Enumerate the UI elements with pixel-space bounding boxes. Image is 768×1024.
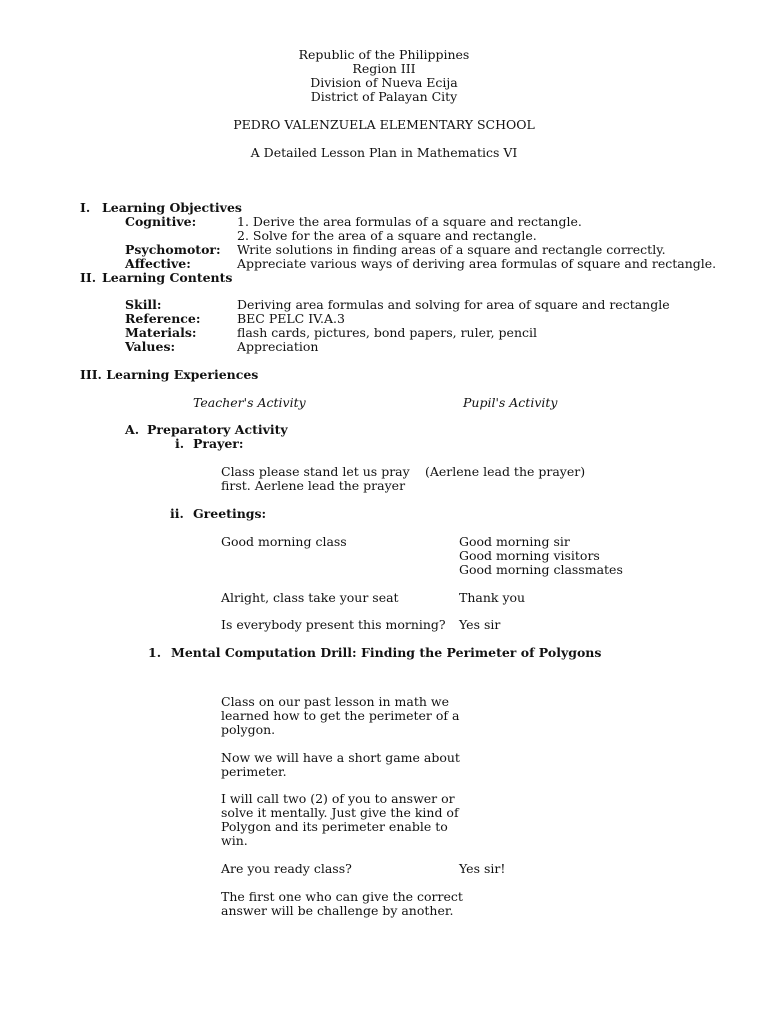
greet-pupil-line: Good morning visitors xyxy=(459,548,600,563)
prayer-teacher-line: first. Aerlene lead the prayer xyxy=(221,478,406,493)
values-label: Values: xyxy=(125,339,176,354)
pupil-activity-column-header: Pupil's Activity xyxy=(463,395,558,410)
affective-objective: Appreciate various ways of deriving area formulas of square and rectangle. xyxy=(237,256,717,271)
prayer-heading: Prayer: xyxy=(193,436,244,451)
drill-line: polygon. xyxy=(221,722,276,737)
drill-paragraph-4 xyxy=(221,890,463,918)
prayer-teacher-text xyxy=(221,465,410,493)
experiences-heading: III. Learning Experiences xyxy=(80,367,259,382)
contents-numeral: II. xyxy=(80,270,97,285)
preparatory-heading: Preparatory Activity xyxy=(147,422,288,437)
greetings-label: ii. xyxy=(170,506,184,521)
drill-line: Now we will have a short game about xyxy=(221,750,460,765)
values-value: Appreciation xyxy=(237,339,319,354)
psychomotor-objective: Write solutions in finding areas of a square and rectangle correctly. xyxy=(237,242,666,257)
plan-title: A Detailed Lesson Plan in Mathematics VI xyxy=(250,145,518,160)
present-teacher-text: Is everybody present this morning? xyxy=(221,617,446,632)
drill-paragraph-3 xyxy=(221,792,459,848)
header-line-region: Region III xyxy=(352,61,416,76)
drill-line: perimeter. xyxy=(221,764,287,779)
psychomotor-label: Psychomotor: xyxy=(125,242,221,257)
header-line-division: Division of Nueva Ecija xyxy=(310,75,458,90)
header-line-republic: Republic of the Philippines xyxy=(298,47,470,62)
teacher-activity-column-header: Teacher's Activity xyxy=(193,395,306,410)
cognitive-objective-2: 2. Solve for the area of a square and rectangle. xyxy=(237,228,537,243)
reference-value: BEC PELC IV.A.3 xyxy=(237,311,345,326)
prayer-pupil-text: (Aerlene lead the prayer) xyxy=(425,464,586,479)
preparatory-label: A. xyxy=(125,422,140,437)
skill-label: Skill: xyxy=(125,297,162,312)
reference-label: Reference: xyxy=(125,311,201,326)
prayer-teacher-line: Class please stand let us pray xyxy=(221,464,410,479)
greetings-heading: Greetings: xyxy=(193,506,267,521)
greet-pupil-line: Good morning sir xyxy=(459,534,570,549)
school-name: PEDRO VALENZUELA ELEMENTARY SCHOOL xyxy=(233,117,535,132)
seat-pupil-text: Thank you xyxy=(459,590,526,605)
greet-pupil-line: Good morning classmates xyxy=(459,562,623,577)
drill-line: Class on our past lesson in math we xyxy=(221,694,450,709)
greet-teacher-text: Good morning class xyxy=(221,534,347,549)
drill-line: answer will be challenge by another. xyxy=(221,903,454,918)
ready-pupil-text: Yes sir! xyxy=(459,861,506,876)
drill-line: The first one who can give the correct xyxy=(221,889,463,904)
drill-line: Polygon and its perimeter enable to xyxy=(221,819,448,834)
present-pupil-text: Yes sir xyxy=(459,617,501,632)
seat-teacher-text: Alright, class take your seat xyxy=(221,590,399,605)
drill-paragraph-1 xyxy=(221,695,459,737)
skill-value: Deriving area formulas and solving for area of square and rectangle xyxy=(237,297,670,312)
drill-line: win. xyxy=(221,833,248,848)
objectives-numeral: I. xyxy=(80,200,91,215)
contents-heading: Learning Contents xyxy=(102,270,233,285)
drill-line: learned how to get the perimeter of a xyxy=(221,708,460,723)
prayer-label: i. xyxy=(175,436,185,451)
drill-paragraph-2 xyxy=(221,751,460,779)
cognitive-objective-1: 1. Derive the area formulas of a square and rectangle. xyxy=(237,214,582,229)
greet-pupil-text xyxy=(459,535,623,577)
affective-label: Affective: xyxy=(125,256,191,271)
drill-line: solve it mentally. Just give the kind of xyxy=(221,805,459,820)
drill-line: I will call two (2) of you to answer or xyxy=(221,791,455,806)
cognitive-label: Cognitive: xyxy=(125,214,197,229)
materials-label: Materials: xyxy=(125,325,197,340)
ready-teacher-text: Are you ready class? xyxy=(221,861,352,876)
drill-label: 1. xyxy=(148,645,162,660)
materials-value: flash cards, pictures, bond papers, ruler, pencil xyxy=(237,325,537,340)
objectives-heading: Learning Objectives xyxy=(102,200,242,215)
drill-heading: Mental Computation Drill: Finding the Perimeter of Polygons xyxy=(171,645,602,660)
header-line-district: District of Palayan City xyxy=(310,89,458,104)
